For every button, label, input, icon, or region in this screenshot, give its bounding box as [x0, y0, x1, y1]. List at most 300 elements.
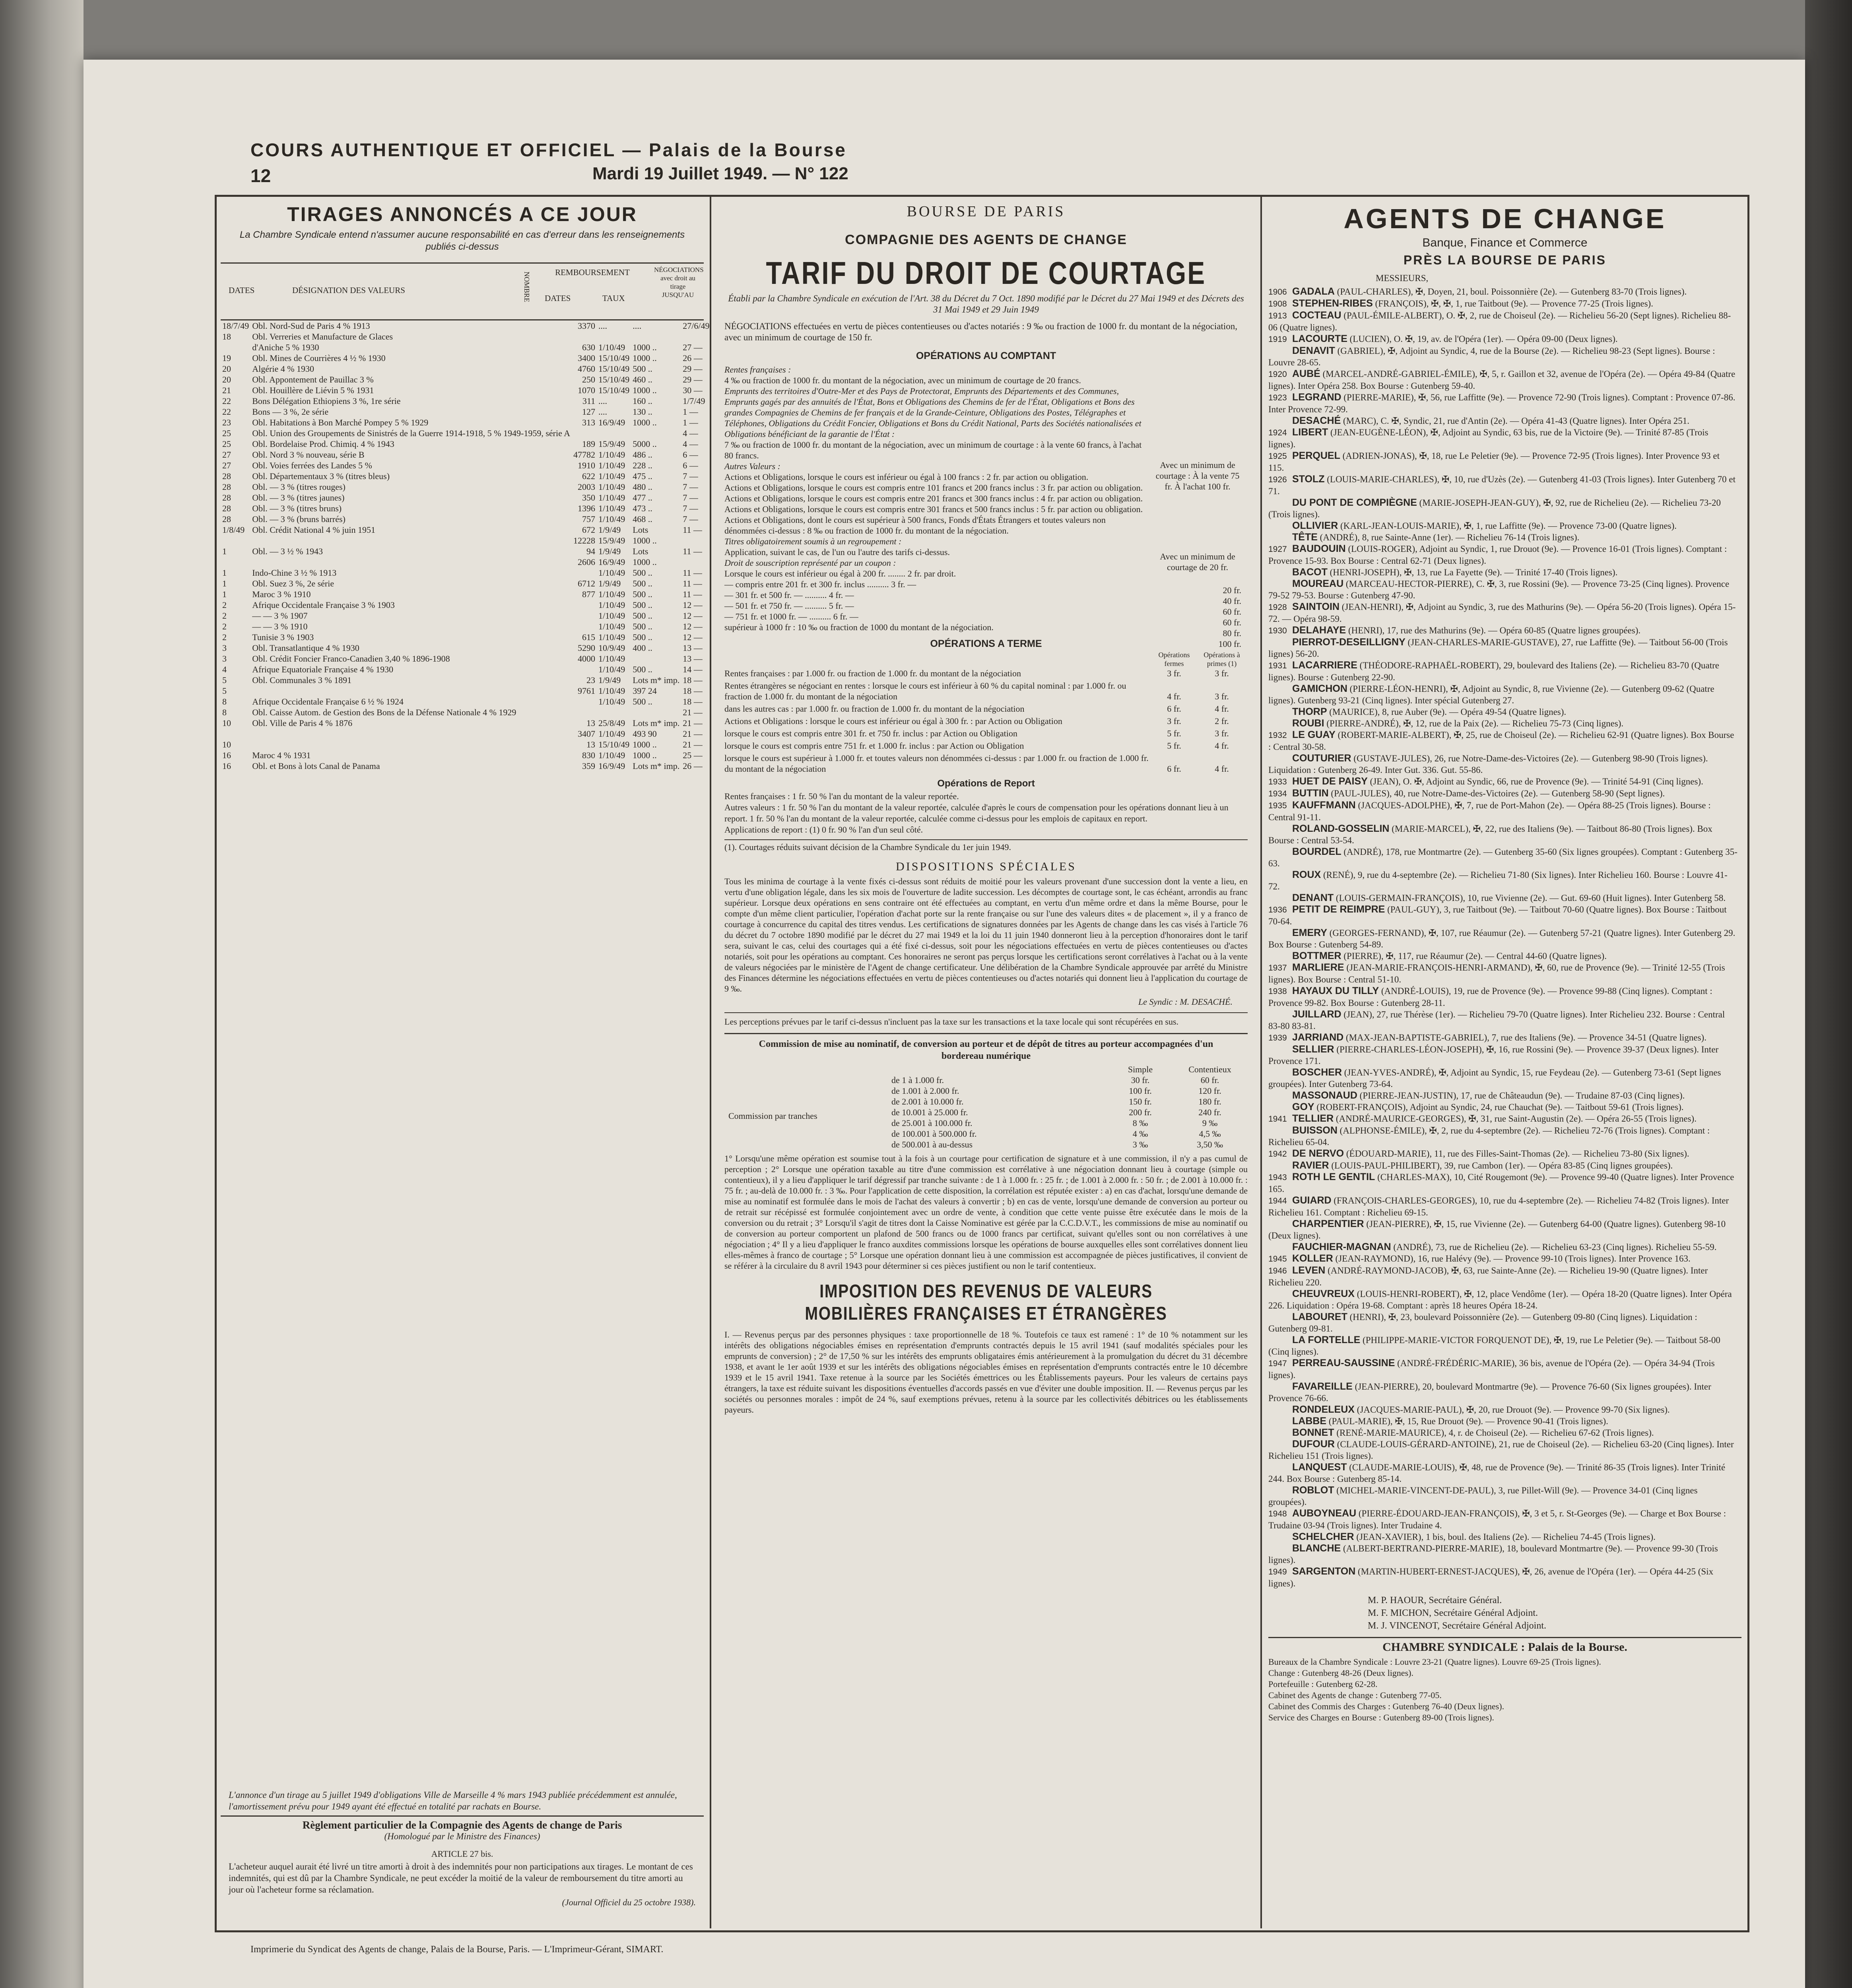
- tirage-cell-j: 12 —: [683, 621, 703, 631]
- agent-details: (ÉDOUARD-MARIE), 11, rue des Filles-Saint-Thomas (2e). — Richelieu 73-80 (Six lignes).: [1346, 1149, 1689, 1159]
- comptant-line: 7 ‰ ou fraction de 1000 fr. du montant de la négociation, avec un minimum de courtage : à la vente 60 francs, à l'achat 80 francs.: [724, 440, 1142, 460]
- tirage-cell-r: ....: [598, 407, 608, 417]
- tirage-cell-t: 130 ..: [633, 407, 652, 417]
- tirage-cell-t: 473 ..: [633, 503, 652, 513]
- tirage-cell-n: 13: [586, 718, 596, 728]
- commission-contentieux: 180 fr.: [1198, 1097, 1221, 1107]
- tirage-cell-j: 11 —: [683, 546, 702, 556]
- terme-row-primes: 3 fr.: [1215, 691, 1229, 701]
- tirage-cell-t: ....: [633, 321, 642, 331]
- agent-details: (PIERRE-JEAN-JUSTIN), 17, rue de Châteaudun (9e). — Trudaine 87-03 (Cinq lignes).: [1359, 1091, 1685, 1101]
- comptant-line: Actions et Obligations, lorsque le cours est compris entre 201 francs et 300 francs inclus : 4 fr. par action ou obligation.: [724, 493, 1143, 503]
- agent-name: PERQUEL: [1292, 450, 1340, 461]
- tirage-cell-t: [631, 428, 681, 439]
- agent-entry: [1268, 450, 1737, 474]
- agent-year: 1936: [1268, 905, 1287, 914]
- tirage-cell-v: Obl. Communales 3 % 1891: [252, 675, 352, 685]
- agent-year: 1931: [1268, 661, 1287, 670]
- tirage-cell-v: Obl. — 3 ½ % 1943: [252, 546, 323, 556]
- agent-details: (PAUL-ÉMILE-ALBERT), O. ✠, 2, rue de Choiseul (2e). — Richelieu 56-20 (Sept lignes). Richelieu 88-06 (Quatre lignes).: [1268, 311, 1731, 332]
- tirage-cell-t: 400 ..: [633, 643, 652, 653]
- agent-name: HUET DE PAISY: [1292, 776, 1368, 787]
- agent-entry: [1268, 601, 1737, 625]
- tirage-row: [221, 428, 711, 439]
- tirage-cell-t: 500 ..: [633, 568, 652, 578]
- agent-details: (PIERRE-ANDRÉ), ✠, 12, rue de la Paix (2e). — Richelieu 75-73 (Cinq lignes).: [1326, 718, 1624, 728]
- tirage-cell-v: — — 3 % 1907: [252, 611, 308, 621]
- tirage-cell-v: Obl. et Bons à lots Canal de Panama: [252, 761, 380, 771]
- tirage-row: [221, 567, 711, 578]
- terme-row-fermes: 5 fr.: [1167, 741, 1181, 751]
- agent-name: AUBOYNEAU: [1292, 1508, 1357, 1519]
- agent-entry: [1268, 345, 1737, 368]
- agents-title: AGENTS DE CHANGE: [1343, 203, 1666, 234]
- tirage-cell-n: 313: [582, 417, 596, 427]
- agent-name: LE GUAY: [1292, 729, 1336, 740]
- tirage-row: [221, 439, 711, 449]
- tirage-cell-d: 8: [222, 707, 227, 717]
- tirage-cell-t: 468 ..: [633, 514, 652, 524]
- agent-entry: [1268, 753, 1737, 776]
- tirage-cell-r: 1/10/49: [598, 589, 625, 599]
- agent-details: (JEAN), 27, rue Thérèse (1er). — Richelieu 79-70 (Quatre lignes). Inter Richelieu 232. Bourse : Central 83-80 83-81.: [1268, 1010, 1725, 1031]
- terme-row-fermes: 5 fr.: [1167, 728, 1181, 738]
- agent-details: (LOUIS-GERMAIN-FRANÇOIS), 10, rue Vivienne (2e). — Gut. 69-60 (Huit lignes). Inter Gutenberg 58.: [1336, 893, 1726, 903]
- tirage-cell-n: [572, 567, 597, 578]
- comptant-line: — compris entre 201 fr. et 300 fr. inclus .......... 3 fr. —: [724, 579, 916, 589]
- tirage-cell-j: 7 —: [683, 514, 698, 524]
- agent-year: 1906: [1268, 287, 1287, 297]
- agent-entry: [1268, 718, 1737, 729]
- tirage-row: [221, 396, 711, 406]
- staff-line: M. J. VINCENOT, Secrétaire Général Adjoint.: [1368, 1621, 1547, 1631]
- tirage-cell-j: 18 —: [683, 686, 703, 696]
- tirage-cell-v: Obl. Nord-Sud de Paris 4 % 1913: [252, 321, 370, 331]
- perceptions-text: Les perceptions prévues par le tarif ci-dessus n'incluent pas la taxe sur les transactions et la taxe locale qui sont récupérées en sus.: [724, 1012, 1248, 1027]
- agent-name: BAUDOUIN: [1292, 543, 1346, 554]
- terme-row-fermes: 3 fr.: [1167, 668, 1181, 678]
- commission-range: de 1 à 1.000 fr.: [891, 1075, 944, 1085]
- tirage-cell-r: 16/9/49: [598, 417, 625, 427]
- tirage-cell-v: Afrique Occidentale Française 3 % 1903: [252, 600, 395, 610]
- agent-name: LANQUEST: [1292, 1462, 1347, 1473]
- tirage-cell-r: 15/9/49: [598, 439, 625, 449]
- chambre-lines: [1268, 1656, 1741, 1723]
- tirage-cell-r: [597, 707, 631, 718]
- chambre-line: Change : Gutenberg 48-26 (Deux lignes).: [1268, 1668, 1413, 1678]
- terme-row-text: lorsque le cours est compris entre 301 fr. et 750 fr. inclus : par Action ou Obligation: [724, 728, 1017, 738]
- tirage-cell-r: 15/10/49: [598, 385, 630, 395]
- tirage-cell-v: [250, 685, 572, 696]
- agent-name: DENANT: [1292, 892, 1334, 903]
- agent-name: STEPHEN-RIBES: [1292, 298, 1373, 309]
- tirage-cell-r: 1/9/49: [598, 675, 621, 685]
- tirage-cell-n: 23: [586, 675, 596, 685]
- imposition-text: I. — Revenus perçus par des personnes physiques : taxe proportionnelle de 18 %. Toutefois ce taux est ramené : 1° de 10 % notamment sur les intérêts des obligations négociables émises en représentation d'emprunts contractés depuis le 15 avril 1941 (sauf modalités spéciales pour les emprunts de conversion) ; 2° de 17,50 % sur les intérêts des emprunts obligataires émis antérieurement à la promulgation du décret du 31 décembre 1938, et avant le 1er août 1939 et sur les intérêts des obligations négociables émises en représentation d'emprunts contractés entre le 10 décembre 1939 et le 15 avril 1941. Taxe retenue à la source par les Sociétés émettrices ou les Établissements payeurs. Pour les valeurs de certains pays étrangers, la taxe est réduite suivant les dispositions éventuelles d'accords passés en vue d'éviter une double imposition. II. — Revenus perçus par les sociétés ou personnes morales : impôt de 24 %, sauf exemptions prévues, retenu à la source par les collectivités débitrices ou les établissements payeurs.: [724, 1330, 1248, 1415]
- commission-col-contentieux: Contentieux: [1188, 1064, 1231, 1074]
- comptant-line: Application, suivant le cas, de l'un ou l'autre des tarifs ci-dessus.: [724, 547, 950, 557]
- agent-details: (ANDRÉ-RAYMOND-JACOB), ✠, 63, rue Sainte-Anne (2e). — Richelieu 19-90 (Quatre lignes). Inter Richelieu 220.: [1268, 1266, 1708, 1287]
- tirage-cell-d: 20: [222, 364, 231, 374]
- tirage-cell-n: [572, 428, 597, 439]
- tirage-cell-d: 10: [222, 718, 231, 728]
- tirage-cell-j: 7 —: [683, 471, 698, 481]
- agent-details: (JEAN-PIERRE), 20, boulevard Montmartre (9e). — Provence 76-60 (Six lignes groupées). Inter Provence 76-66.: [1268, 1382, 1711, 1403]
- agent-entry: [1268, 904, 1737, 927]
- tirage-row: [221, 557, 711, 567]
- tirage-cell-n: 2606: [578, 557, 596, 567]
- tirage-cell-d: [221, 342, 250, 353]
- agents-sub1: Banque, Finance et Commerce: [1422, 236, 1588, 249]
- agent-entry: [1268, 1171, 1737, 1195]
- agent-details: (MAURICE), 8, rue Auber (9e). — Opéra 49-54 (Quatre lignes).: [1329, 707, 1567, 717]
- tirage-cell-j: 21 —: [683, 740, 703, 749]
- tirage-cell-v: Obl. Bordelaise Prod. Chimiq. 4 % 1943: [252, 439, 394, 449]
- agent-entry: [1268, 962, 1737, 985]
- terme-row-primes: 3 fr.: [1215, 668, 1229, 678]
- negociations-text: NÉGOCIATIONS effectuées en vertu de pièces contentieuses ou d'actes notariés : 9 ‰ ou fraction de 1000 fr. du montant de la négociation, avec un minimum de courtage de 150 fr.: [724, 321, 1238, 342]
- agent-entry: [1268, 1288, 1737, 1311]
- tirage-row: [221, 653, 711, 664]
- tirage-cell-j: 14 —: [683, 664, 703, 674]
- tirage-cell-t: 1000 ..: [633, 557, 657, 567]
- tirage-cell-d: 3: [222, 654, 227, 664]
- agent-entry: [1268, 1357, 1737, 1381]
- chambre-block: [1268, 1637, 1741, 1723]
- tirage-cell-n: 2003: [578, 482, 596, 492]
- agent-details: (ADRIEN-JONAS), ✠, 18, rue Le Peletier (9e). — Provence 72-95 (Trois lignes). Inter Provence 93 et 115.: [1268, 451, 1720, 473]
- report-title: Opérations de Report: [937, 778, 1035, 789]
- tirage-row: [221, 632, 711, 643]
- commission-row: [891, 1075, 1248, 1085]
- tirage-cell-n: [572, 331, 597, 342]
- dispositions-title: DISPOSITIONS SPÉCIALES: [896, 860, 1076, 873]
- agent-entry: [1268, 625, 1737, 637]
- reglement-title: Règlement particulier de la Compagnie des Agents de change de Paris: [302, 1819, 622, 1831]
- tirage-cell-d: [221, 728, 250, 739]
- agent-name: ROUBI: [1292, 718, 1324, 729]
- agent-details: (JEAN-YVES-ANDRÉ), ✠, Adjoint au Syndic, 15, rue Feydeau (2e). — Gutenberg 73-61 (Sept lignes groupées). Inter Gutenberg 73-64.: [1268, 1068, 1721, 1089]
- tirage-cell-n: [572, 621, 597, 632]
- agent-name: HAYAUX DU TILLY: [1292, 985, 1379, 996]
- agent-name: DUFOUR: [1292, 1439, 1335, 1450]
- agent-name: ROLAND-GOSSELIN: [1292, 823, 1390, 834]
- tirage-cell-n: [572, 664, 597, 675]
- agent-entry: [1268, 927, 1737, 950]
- agent-entry: [1268, 497, 1737, 520]
- tirage-row: [221, 524, 711, 535]
- agent-details: (RENÉ-MARIE-MAURICE), 4, r. de Choiseul (2e). — Richelieu 67-62 (Trois lignes).: [1336, 1428, 1654, 1438]
- report-lines: [724, 791, 1248, 835]
- tirage-cell-d: 27: [222, 460, 231, 470]
- terme-row-primes: 2 fr.: [1215, 716, 1229, 726]
- agent-details: (JACQUES-MARIE-PAUL), ✠, 20, rue Drouot (9e). — Provence 99-70 (Six lignes).: [1357, 1405, 1670, 1415]
- tirage-cell-d: 1: [222, 579, 227, 588]
- agent-name: OLLIVIER: [1292, 520, 1338, 531]
- tirage-cell-j: 11 —: [683, 589, 702, 599]
- tirage-row: [221, 643, 711, 653]
- article-text: L'acheteur auquel aurait été livré un titre amorti à droit à des indemnités pour non participations aux tirages. Le montant de ces indemnités, qui est dû par la Chambre Syndicale, ne peut excéder la moitié de la valeur de remboursement du titre amorti au jour où l'acheteur forme sa réclamation.: [229, 1862, 693, 1895]
- tirage-cell-j: [681, 557, 711, 567]
- tirage-cell-d: 3: [222, 643, 227, 653]
- tirage-cell-n: 3407: [578, 729, 596, 739]
- commission-block: [724, 1033, 1248, 1271]
- agent-details: (MICHEL-MARIE-VINCENT-DE-PAUL), 3, rue Pillet-Will (9e). — Provence 34-01 (Cinq lignes groupées).: [1268, 1485, 1698, 1507]
- agent-entry: [1268, 368, 1737, 392]
- tirage-row: [221, 546, 711, 557]
- agent-entry: [1268, 1090, 1737, 1101]
- tirage-cell-t: 480 ..: [633, 482, 652, 492]
- commission-range: de 25.001 à 100.000 fr.: [891, 1118, 973, 1128]
- tirage-cell-n: 13: [586, 740, 596, 749]
- terme-row: [724, 668, 1248, 679]
- tirage-cell-j: 1/7/49: [683, 396, 705, 406]
- tirage-cell-d: 28: [222, 503, 231, 513]
- commission-simple: 150 fr.: [1129, 1097, 1152, 1107]
- agent-year: 1933: [1268, 777, 1287, 786]
- agent-entry: [1268, 1311, 1737, 1334]
- agent-details: (ANDRÉ-MAURICE-GEORGES), ✠, 31, rue Saint-Augustin (2e). — Opéra 26-55 (Trois lignes).: [1336, 1114, 1697, 1124]
- tirage-cell-r: [597, 331, 631, 342]
- tirage-cell-t: 1000 ..: [633, 385, 657, 395]
- agent-year: 1947: [1268, 1359, 1287, 1368]
- tirage-cell-r: 1/10/49: [598, 342, 625, 352]
- agent-entry: [1268, 788, 1737, 800]
- tirage-cell-n: 877: [582, 589, 596, 599]
- terme-col-primes: Opérations à primes (1): [1204, 651, 1240, 668]
- agent-year: 1926: [1268, 475, 1287, 484]
- tirage-cell-t: 1000 ..: [633, 353, 657, 363]
- agent-details: (MARCEAU-HECTOR-PIERRE), C. ✠, 3, rue Rossini (9e). — Provence 73-25 (Cinq lignes). Provence 79-52 79-53. Bourse : Gutenberg 47-90.: [1268, 579, 1730, 600]
- tirage-cell-v: d'Aniche 5 % 1930: [252, 342, 319, 352]
- tirage-cell-t: 1000 ..: [633, 536, 657, 546]
- agent-name: LEGRAND: [1292, 392, 1341, 403]
- tirage-cell-t: 1000 ..: [633, 750, 657, 760]
- minimum-value: 60 fr.: [1223, 617, 1241, 627]
- tirage-cell-t: 228 ..: [633, 460, 652, 470]
- tirage-row: [221, 406, 711, 417]
- agent-name: RAVIER: [1292, 1160, 1329, 1171]
- agent-entry: [1268, 1195, 1737, 1218]
- commission-rows: [891, 1075, 1248, 1150]
- agent-name: DE NERVO: [1292, 1148, 1344, 1159]
- tirage-cell-v: [250, 728, 572, 739]
- tirage-row: [221, 342, 711, 353]
- commission-simple: 100 fr.: [1129, 1086, 1152, 1096]
- col-negociations: NÉGOCIATIONS avec droit au tirage JUSQU'AU: [654, 266, 704, 299]
- col-dates: DATES: [229, 285, 255, 295]
- agent-details: (JEAN), O. ✠, Adjoint au Syndic, 66, rue de Provence (9e). — Trinité 54-91 (Cinq lignes).: [1370, 777, 1703, 786]
- agent-entry: [1268, 1044, 1737, 1067]
- agent-name: JUILLARD: [1292, 1009, 1341, 1020]
- tirage-cell-d: 5: [222, 686, 227, 696]
- comptant-line: Lorsque le cours est inférieur ou égal à 200 fr. ........ 2 fr. par droit.: [724, 569, 956, 579]
- page-edge: [1805, 0, 1852, 1988]
- commission-contentieux: 120 fr.: [1198, 1086, 1221, 1096]
- agent-year: 1945: [1268, 1254, 1287, 1264]
- col-taux: TAUX: [602, 293, 625, 303]
- agent-details: (PIERRE), ✠, 117, rue Réaumur (2e). — Central 44-60 (Quatre lignes).: [1343, 951, 1607, 961]
- tirage-cell-r: 1/10/49: [598, 514, 625, 524]
- agent-name: BLANCHE: [1292, 1543, 1341, 1554]
- agent-name: BONNET: [1292, 1427, 1334, 1438]
- tirage-cell-j: 1 —: [683, 407, 698, 417]
- tirage-cell-r: 1/10/49: [598, 503, 625, 513]
- agent-details: (LOUIS-ROGER), Adjoint au Syndic, 1, rue Drouot (9e). — Provence 16-01 (Trois lignes). Comptant : Provence 15-93. Box Bourse : Central 62-71 (Deux lignes).: [1268, 544, 1727, 566]
- agent-name: ROUX: [1292, 869, 1321, 880]
- tirage-cell-n: 12228: [573, 536, 596, 546]
- agent-details: (RENÉ), 9, rue du 4-septembre (2e). — Richelieu 71-80 (Six lignes). Inter Richelieu 160. Bourse : Louvre 41-72.: [1268, 870, 1728, 891]
- agent-name: DENAVIT: [1292, 345, 1335, 356]
- agent-name: KOLLER: [1292, 1253, 1333, 1264]
- commission-row: [891, 1107, 1248, 1118]
- agent-year: 1949: [1268, 1567, 1287, 1576]
- agent-details: (ANDRÉ), 178, rue Montmartre (2e). — Gutenberg 35-60 (Six lignes groupées). Comptant : Gutenberg 35-63.: [1268, 847, 1737, 868]
- tirage-cell-j: 7 —: [683, 482, 698, 492]
- tirage-cell-v: Obl. Crédit National 4 % juin 1951: [252, 525, 376, 535]
- tirage-cell-j: 21 —: [683, 729, 703, 739]
- tirage-cell-v: Indo-Chine 3 ½ % 1913: [252, 568, 337, 578]
- staff-line: M. P. HAOUR, Secrétaire Général.: [1368, 1595, 1502, 1606]
- agent-entry: [1268, 415, 1737, 427]
- tirage-cell-d: 8: [222, 697, 227, 707]
- agent-name: CHEUVREUX: [1292, 1288, 1355, 1299]
- agent-name: KAUFFMANN: [1292, 800, 1356, 811]
- tirages-table-header: [221, 262, 704, 320]
- terme-row-text: Rentes françaises : par 1.000 fr. ou fraction de 1.000 fr. du montant de la négociation: [724, 668, 1021, 678]
- minimum-value: 80 fr.: [1223, 628, 1241, 638]
- agent-entry: [1268, 1531, 1737, 1543]
- tirage-cell-d: 28: [222, 493, 231, 503]
- tirage-cell-v: Obl. Voies ferrées des Landes 5 %: [252, 460, 372, 470]
- agent-details: (ROBERT-MARIE-ALBERT), ✠, 25, rue de Choiseul (2e). — Richelieu 62-91 (Quatre lignes). Box Bourse : Central 30-58.: [1268, 730, 1734, 752]
- tirage-row: [221, 685, 711, 696]
- tirage-row: [221, 610, 711, 621]
- agent-details: (PAUL-CHARLES), ✠, Doyen, 21, boul. Poissonnière (2e). — Gutenberg 83-70 (Trois lignes).: [1337, 287, 1687, 297]
- tirage-cell-n: 630: [582, 342, 596, 352]
- tirage-cell-d: 16: [222, 761, 231, 771]
- agent-details: (GEORGES-FERNAND), ✠, 107, rue Réaumur (2e). — Gutenberg 57-21 (Quatre lignes). Inter Gutenberg 29. Box Bourse : Gutenberg 54-89.: [1268, 928, 1736, 949]
- tirage-cell-j: [681, 331, 711, 342]
- agent-entry: [1268, 985, 1737, 1009]
- agent-entry: [1268, 1265, 1737, 1288]
- tirage-cell-t: 500 ..: [633, 579, 652, 588]
- tirage-cell-n: 5290: [578, 643, 596, 653]
- agent-name: BUISSON: [1292, 1125, 1338, 1136]
- tirage-cell-j: 7 —: [683, 493, 698, 503]
- tirage-cell-r: [597, 428, 631, 439]
- agent-details: (JACQUES-ADOLPHE), ✠, 7, rue de Port-Mahon (2e). — Opéra 88-25 (Trois lignes). Bourse : Central 91-11.: [1268, 800, 1711, 822]
- tirage-cell-j: 6 —: [683, 460, 698, 470]
- agent-entry: [1268, 800, 1737, 823]
- agent-name: PERREAU-SAUSSINE: [1292, 1357, 1395, 1369]
- terme-row-text: Rentes étrangères se négociant en rentes : lorsque le cours est inférieur à 60 % du capital nominal : par 1.000 fr. ou fraction de 1.000 fr. du montant de la négociation: [724, 681, 1126, 701]
- tirage-row: [221, 385, 711, 396]
- agent-name: SELLIER: [1292, 1044, 1334, 1055]
- tirage-cell-r: 1/10/49: [598, 450, 625, 460]
- agent-year: 1919: [1268, 335, 1287, 344]
- chambre-title: CHAMBRE SYNDICALE : Palais de la Bourse.: [1382, 1640, 1627, 1654]
- bourse-de-paris: BOURSE DE PARIS: [907, 203, 1066, 220]
- agent-details: (JEAN-HENRI), ✠, Adjoint au Syndic, 3, rue des Mathurins (9e). — Opéra 56-20 (Trois lignes). Opéra 15-72. — Opéra 98-59.: [1268, 602, 1736, 624]
- tirage-cell-n: 1070: [578, 385, 596, 395]
- tirage-cell-n: 830: [582, 750, 596, 760]
- report-line: Rentes françaises : 1 fr. 50 % l'an du montant de la valeur reportée.: [724, 791, 959, 801]
- commission-simple: 3 ‰: [1132, 1140, 1148, 1149]
- agent-details: (LOUIS-HENRI-ROBERT), ✠, 12, place Vendôme (1er). — Opéra 18-20 (Quatre lignes). Inter Opéra 226. Liquidation : Opéra 19-68. Comptant : après 18 heures Opéra 18-24.: [1268, 1289, 1732, 1310]
- agent-details: (PHILIPPE-MARIE-VICTOR FORQUENOT DE), ✠, 19, rue Le Peletier (9e). — Taitbout 58-00 (Cinq lignes).: [1268, 1335, 1720, 1357]
- commission-contentieux: 240 fr.: [1198, 1107, 1221, 1117]
- tirage-cell-j: 26 —: [683, 353, 703, 363]
- agent-entry: [1268, 660, 1737, 683]
- tirage-cell-r: 1/10/49: [598, 632, 625, 642]
- agent-name: BACOT: [1292, 567, 1328, 578]
- tirage-cell-j: 11 —: [683, 568, 702, 578]
- tirage-cell-r: 1/10/49: [598, 611, 625, 621]
- comptant-line: Emprunts des territoires d'Outre-Mer et des Pays de Protectorat, Emprunts des Départements et des Communes, Emprunts gagés par des annuités de l'État, Bons et Obligations des Chemins de fer de l'État, Obligations et Bons des grandes Compagnies de Chemins de fer français et de la Grande-Ceinture, Obligations des Postes, Télégraphes et Téléphones, Obligations du Crédit Foncier, Obligations et Bons du Crédit National, Parts des Sociétés nationalisées et Obligations bénéficiant de la garantie de l'État :: [724, 386, 1141, 439]
- agent-entry: [1268, 776, 1737, 788]
- tirage-cell-r: 1/10/49: [598, 600, 625, 610]
- tirage-cell-r: 1/10/49: [598, 460, 625, 470]
- agent-details: (PIERRE-ÉDOUARD-JEAN-FRANÇOIS), ✠, 3 et 5, r. St-Georges (9e). — Charge et Box Bourse : Trudaine 03-94 (Trois lignes). Inter Trudaine 4.: [1268, 1508, 1726, 1530]
- agent-entry: [1268, 729, 1737, 753]
- agent-details: (CHARLES-MAX), 10, Cité Rougemont (9e). — Provence 99-40 (Quatre lignes). Inter Provence 165.: [1268, 1172, 1734, 1194]
- tirage-cell-n: 189: [582, 439, 596, 449]
- tirage-cell-n: 622: [582, 471, 596, 481]
- agent-entry: [1268, 1125, 1737, 1148]
- terme-row: [724, 753, 1248, 774]
- page-number: 12: [250, 165, 271, 186]
- tirage-cell-t: 500 ..: [633, 664, 652, 674]
- tirage-cell-r: 15/10/49: [598, 364, 630, 374]
- agent-year: 1930: [1268, 626, 1287, 635]
- tirage-cell-t: [631, 331, 681, 342]
- agent-entry: [1268, 578, 1737, 601]
- agents-section: [1268, 203, 1741, 1723]
- tirage-cell-n: 311: [582, 396, 596, 406]
- tirage-cell-d: 18/7/49: [222, 321, 249, 331]
- tirage-cell-d: 2: [222, 611, 227, 621]
- agent-name: LABOURET: [1292, 1311, 1347, 1322]
- terme-row: [724, 728, 1248, 739]
- tarif-title: TARIF DU DROIT DE COURTAGE: [766, 255, 1206, 291]
- tirage-cell-t: Lots m* imp.: [633, 761, 680, 771]
- tarif-section: [716, 203, 1256, 1415]
- tirage-cell-r: 1/10/49: [598, 664, 625, 674]
- agent-entry: [1268, 1067, 1737, 1090]
- agent-details: (MARTIN-HUBERT-ERNEST-JACQUES), ✠, 26, avenue de l'Opéra (1er). — Opéra 44-25 (Six lignes).: [1268, 1567, 1714, 1588]
- minimum-value: 60 fr.: [1223, 607, 1241, 617]
- tirage-cell-t: 500 ..: [633, 364, 652, 374]
- article-heading: ARTICLE 27 bis.: [431, 1849, 493, 1859]
- agent-year: 1927: [1268, 545, 1287, 554]
- agent-details: (ANDRÉ), 73, rue de Richelieu (2e). — Richelieu 63-23 (Cinq lignes). Richelieu 55-59.: [1393, 1242, 1717, 1252]
- tirage-cell-t: 475 ..: [633, 471, 652, 481]
- tirage-row: [221, 353, 711, 363]
- tirage-cell-r: 1/10/49: [598, 686, 625, 696]
- tirage-cell-t: [631, 707, 681, 718]
- tirage-row: [221, 600, 711, 610]
- tirage-cell-r: 15/10/49: [598, 353, 630, 363]
- agent-entry: [1268, 1415, 1737, 1427]
- tirage-cell-t: 500 ..: [633, 600, 652, 610]
- agent-name: STOLZ: [1292, 474, 1325, 485]
- tirage-cell-v: Obl. Suez 3 %, 2e série: [252, 579, 334, 588]
- agent-entry: [1268, 310, 1737, 333]
- tirage-cell-v: Maroc 4 % 1931: [252, 750, 311, 760]
- agent-entry: [1268, 637, 1737, 660]
- tarif-footnote: (1). Courtages réduits suivant décision de la Chambre Syndicale du 1er juin 1949.: [724, 839, 1248, 853]
